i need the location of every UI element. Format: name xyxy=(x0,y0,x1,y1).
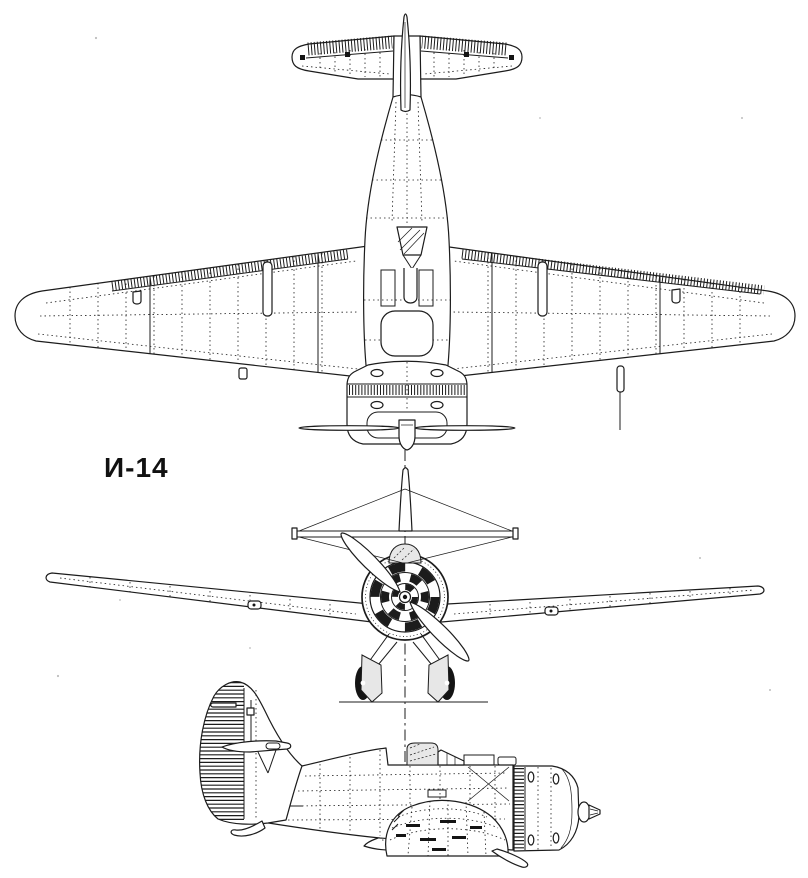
top-view-fin xyxy=(401,14,411,112)
side-view-cockpit xyxy=(407,743,516,765)
exhaust-pipe xyxy=(492,849,528,867)
windscreen xyxy=(438,750,464,765)
pitot-tube xyxy=(617,366,624,430)
right-gun-fairing xyxy=(538,262,547,316)
side-view-cowling xyxy=(514,766,579,851)
left-gun-fairing xyxy=(263,262,272,316)
front-view-headrest xyxy=(389,544,421,563)
side-view-fin xyxy=(200,682,302,825)
aircraft-designation-label: И-14 xyxy=(104,452,169,483)
side-view-spinner xyxy=(578,802,600,822)
top-view xyxy=(15,14,795,450)
top-view-propeller xyxy=(299,420,515,450)
front-view-landing-gear xyxy=(339,634,488,702)
side-view xyxy=(200,682,600,868)
